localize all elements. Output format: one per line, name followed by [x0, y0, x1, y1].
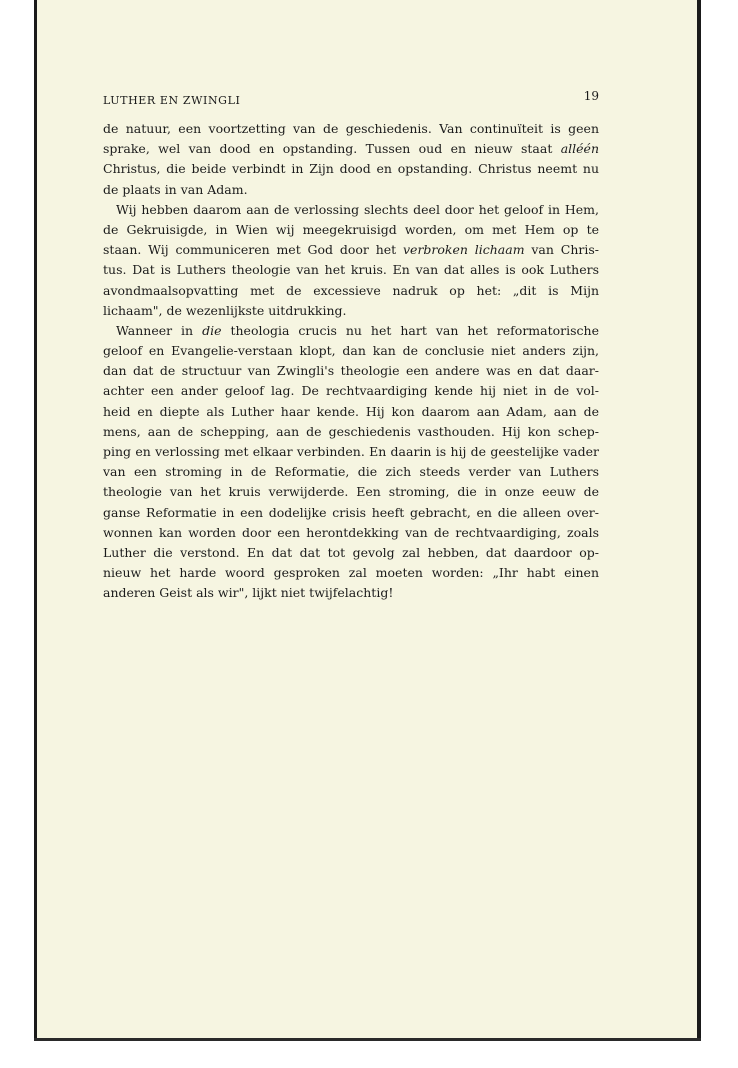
page-number: 19 — [583, 89, 599, 103]
text-line: mens, aan de schepping, aan de geschiedenis vasthouden. Hij kon schep- — [103, 423, 599, 439]
text-line: ping en verlossing met elkaar verbinden. En daarin is hij de geestelijke vader — [103, 444, 599, 459]
text-line: theologie van het kruis verwijderde. Een stroming, die in onze eeuw de — [103, 484, 599, 500]
text-line: Christus, die beide verbindt in Zijn dood en opstanding. Christus neemt nu — [103, 161, 599, 177]
page-header — [103, 89, 599, 108]
scan-border-left — [34, 0, 37, 1040]
scan-border-right — [697, 0, 701, 1040]
text-line: Luther die verstond. En dat dat tot gevolg zal hebben, dat daardoor op- — [103, 544, 599, 560]
text-line: Wij hebben daarom aan de verlossing slechts deel door het geloof in Hem, — [116, 201, 599, 217]
emphasis: alléén — [560, 141, 599, 157]
body-text — [103, 119, 599, 604]
text-line: dan dat de structuur van Zwingli's theologie een andere was en dat daar- — [103, 363, 599, 379]
text-line: de Gekruisigde, in Wien wij meegekruisigd worden, om met Hem op te — [103, 221, 599, 237]
text-line: wonnen kan worden door een herontdekking van de rechtvaardiging, zoals — [103, 524, 599, 540]
text-line: de plaats in van Adam. — [103, 181, 248, 197]
text-line: geloof en Evangelie-verstaan klopt, dan kan de conclusie niet anders zijn, — [103, 343, 599, 359]
text-line: ganse Reformatie in een dodelijke crisis heeft gebracht, en die alleen over- — [103, 504, 599, 520]
text-line: anderen Geist als wir", lijkt niet twijfelachtig! — [103, 585, 394, 601]
text-line: lichaam", de wezenlijkste uitdrukking. — [103, 302, 347, 318]
text-line: sprake, wel van dood en opstanding. Tussen oud en nieuw staat alléén — [103, 141, 599, 157]
text-line: de natuur, een voortzetting van de geschiedenis. Van continuïteit is geen — [103, 121, 599, 136]
text-line: heid en diepte als Luther haar kende. Hij kon daarom aan Adam, aan de — [103, 403, 599, 419]
text-line: achter een ander geloof lag. De rechtvaardiging kende hij niet in de vol- — [103, 383, 599, 399]
text-line: van een stroming in de Reformatie, die zich steeds verder van Luthers — [103, 464, 599, 480]
text-line: nieuw het harde woord gesproken zal moeten worden: „Ihr habt einen — [103, 565, 599, 581]
running-head: LUTHER EN ZWINGLI — [103, 94, 241, 107]
text-line: Wanneer in die theologia crucis nu het hart van het reformatorische — [116, 322, 599, 338]
text-line: staan. Wij communiceren met God door het verbroken lichaam van Chris- — [103, 242, 599, 258]
text-line: tus. Dat is Luthers theologie van het kruis. En van dat alles is ook Luthers — [103, 262, 599, 278]
text-line: avondmaalsopvatting met de excessieve nadruk op het: „dit is Mijn — [103, 282, 599, 298]
emphasis: verbroken lichaam — [402, 242, 525, 258]
emphasis: die — [202, 322, 222, 338]
scan-border-bottom — [34, 1038, 701, 1041]
